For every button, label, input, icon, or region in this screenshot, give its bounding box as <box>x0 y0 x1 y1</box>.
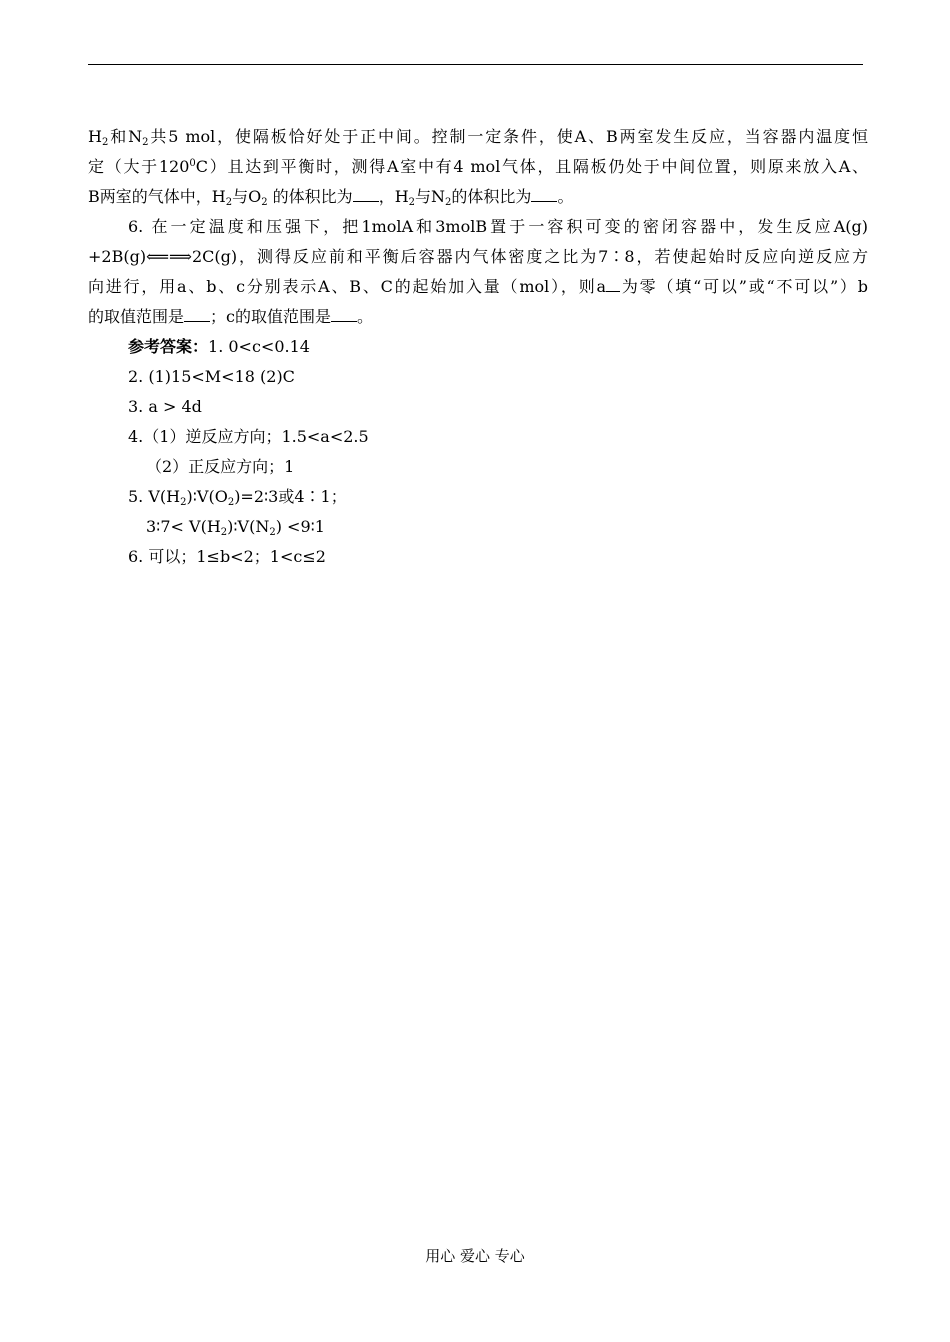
text: 的取值范围是 <box>88 307 185 326</box>
text: 和N <box>108 127 143 146</box>
text: 的体积比为 <box>451 187 532 206</box>
answer-1: 1. 0<c<0.14 <box>208 337 310 356</box>
text: 2. (1)15<M<18 (2)C <box>128 367 295 386</box>
text: 6. 在一定温度和压强下，把1molA和3molB置于一容积可变的密闭容器中，发生反应A(g) <box>128 217 868 236</box>
subscript: 2 <box>227 497 235 508</box>
answer-2 <box>88 362 868 392</box>
answers-heading: 参考答案： <box>128 337 209 356</box>
text: ；c的取值范围是 <box>210 307 331 326</box>
document-body <box>88 122 868 572</box>
subscript: 2 <box>261 197 268 208</box>
text: )=2∶3或4∶1； <box>234 487 347 506</box>
answer-blank <box>353 182 379 202</box>
text: 4.（1）逆反应方向；1.5<a<2.5 <box>128 427 369 446</box>
text: （2）正反应方向；1 <box>146 457 295 476</box>
text: 。 <box>557 187 574 206</box>
text: +2B(g)⟸⟹2C(g)，测得反应前和平衡后容器内气体密度之比为7∶8，若使起始时反应向逆反应方 <box>88 247 868 266</box>
answer-4-part2 <box>88 452 868 482</box>
answer-blank <box>184 302 210 322</box>
subscript: 2 <box>445 197 452 208</box>
text: 向进行，用a、b、c分别表示A、B、C的起始加入量（mol），则a <box>88 277 607 296</box>
text: 。 <box>356 307 373 326</box>
text: ，H <box>378 187 409 206</box>
answer-blank <box>331 302 357 322</box>
answer-5-part1 <box>88 482 868 512</box>
text: 3∶7< V(H <box>146 517 221 536</box>
text: 与O <box>232 187 262 206</box>
subscript: 2 <box>269 527 276 538</box>
answer-heading-line <box>88 332 868 362</box>
text: H <box>88 127 102 146</box>
text: )∶V(N <box>227 517 270 536</box>
answer-5-part2 <box>88 512 868 542</box>
answer-4-part1 <box>88 422 868 452</box>
subscript: 2 <box>180 497 187 508</box>
problem6-line-4 <box>88 302 868 332</box>
subscript: 2 <box>225 197 233 208</box>
text: 共5 mol，使隔板恰好处于正中间。控制一定条件，使A、B两室发生反应，当容器内温度恒 <box>148 127 868 146</box>
text: 3. a > 4d <box>128 397 202 416</box>
text: 的体积比为 <box>267 187 353 206</box>
text: B两室的气体中，H <box>88 187 226 206</box>
subscript: 2 <box>220 527 228 538</box>
text: 定（大于120 <box>88 157 190 176</box>
subscript: 2 <box>101 137 109 148</box>
text: C）且达到平衡时，测得A室中有4 mol气体，且隔板仍处于中间位置，则原来放入A、 <box>195 157 868 176</box>
text: 与N <box>415 187 446 206</box>
text: 5. V(H <box>128 487 181 506</box>
problem6-line-1 <box>88 212 868 242</box>
answer-6 <box>88 542 868 572</box>
problem5-line-2 <box>88 152 868 182</box>
header-rule <box>88 64 863 65</box>
answer-blank <box>531 182 557 202</box>
subscript: 2 <box>142 137 149 148</box>
problem5-line-3 <box>88 182 868 212</box>
text: 6. 可以；1≤b<2；1<c≤2 <box>128 547 326 566</box>
text: 为零（填“可以”或“不可以”）b <box>620 277 868 296</box>
problem5-line-1 <box>88 122 868 152</box>
answer-3 <box>88 392 868 422</box>
text: )∶V(O <box>186 487 228 506</box>
page-footer: 用心 爱心 专心 <box>425 1247 525 1265</box>
subscript: 2 <box>408 197 416 208</box>
problem6-line-3 <box>88 272 868 302</box>
text: ) <9∶1 <box>275 517 325 536</box>
answer-blank <box>606 272 620 292</box>
superscript: 0 <box>189 158 196 169</box>
problem6-line-2 <box>88 242 868 272</box>
